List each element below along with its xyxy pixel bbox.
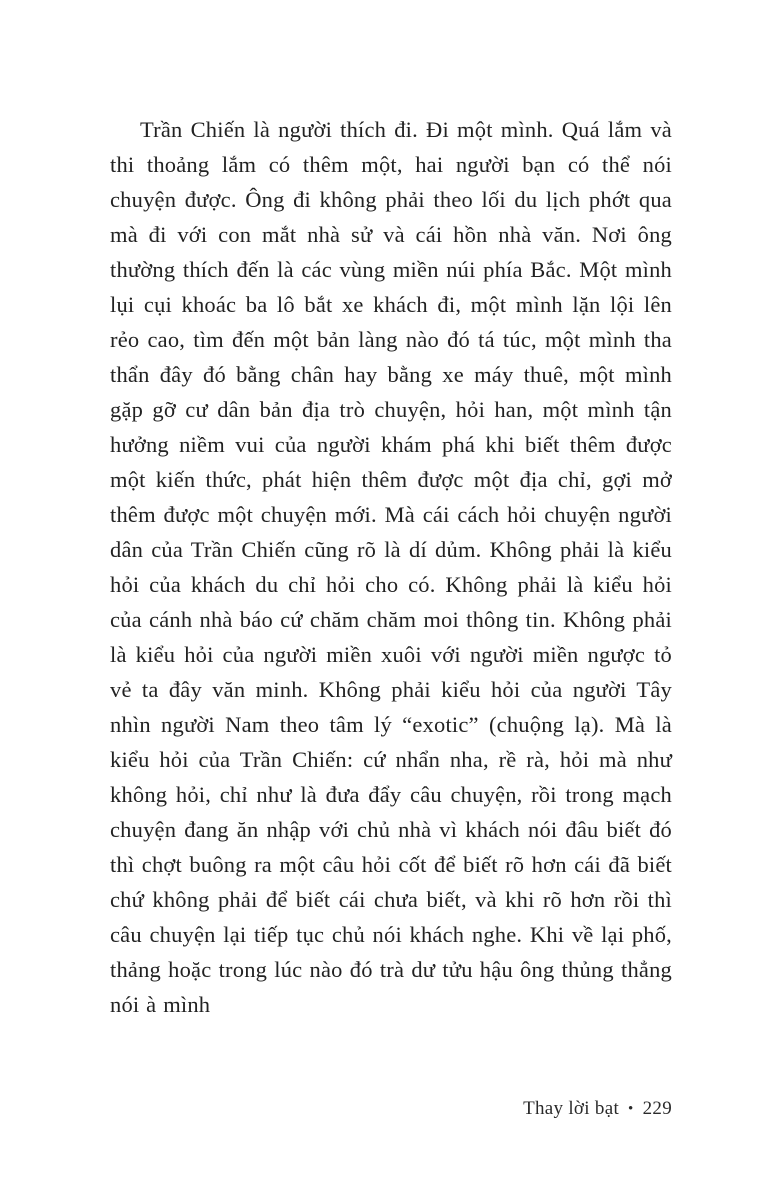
body-paragraph: Trần Chiến là người thích đi. Đi một mình. Quá lắm và thi thoảng lắm có thêm một, hai người bạn có thể nói chuyện được. Ông đi không phải theo lối du lịch phớt qua mà đi với con mắt nhà sử và cái hồn nhà văn. Nơi ông thường thích đến là các vùng miền núi phía Bắc. Một mình lụi cụi khoác ba lô bắt xe khách đi, một mình lặn lội lên rẻo cao, tìm đến một bản làng nào đó tá túc, một mình tha thẩn đây đó bằng chân hay bằng xe máy thuê, một mình gặp gỡ cư dân bản địa trò chuyện, hỏi han, một mình tận hưởng niềm vui của người khám phá khi biết thêm được một kiến thức, phát hiện thêm được một địa chỉ, gợi mở thêm được một chuyện mới. Mà cái cách hỏi chuyện người dân của Trần Chiến cũng rõ là dí dủm. Không phải là kiểu hỏi của khách du chỉ hỏi cho có. Không phải là kiểu hỏi của cánh nhà báo cứ chăm chăm moi thông tin. Không phải là kiểu hỏi của người miền xuôi với người miền ngược tỏ vẻ ta đây văn minh. Không phải kiểu hỏi của người Tây nhìn người Nam theo tâm lý “exotic” (chuộng lạ). Mà là kiểu hỏi của Trần Chiến: cứ nhẩn nha, rề rà, hỏi mà như không hỏi, chỉ như là đưa đẩy câu chuyện, rồi trong mạch chuyện đang ăn nhập với chủ nhà vì khách nói đâu biết đó thì chợt buông ra một câu hỏi cốt để biết rõ hơn cái đã biết chứ không phải để biết cái chưa biết, và khi rõ hơn rồi thì câu chuyện lại tiếp tục chủ nói khách nghe. Khi về lại phố, thảng hoặc trong lúc nào đó trà dư tửu hậu ông thủng thẳng nói à mình: [110, 117, 672, 1017]
footer-separator: •: [628, 1101, 634, 1117]
footer-page-number: 229: [642, 1098, 672, 1119]
page-footer: [523, 1098, 672, 1120]
body-text-block: [110, 112, 672, 1022]
footer-section-label: Thay lời bạt: [523, 1098, 620, 1119]
